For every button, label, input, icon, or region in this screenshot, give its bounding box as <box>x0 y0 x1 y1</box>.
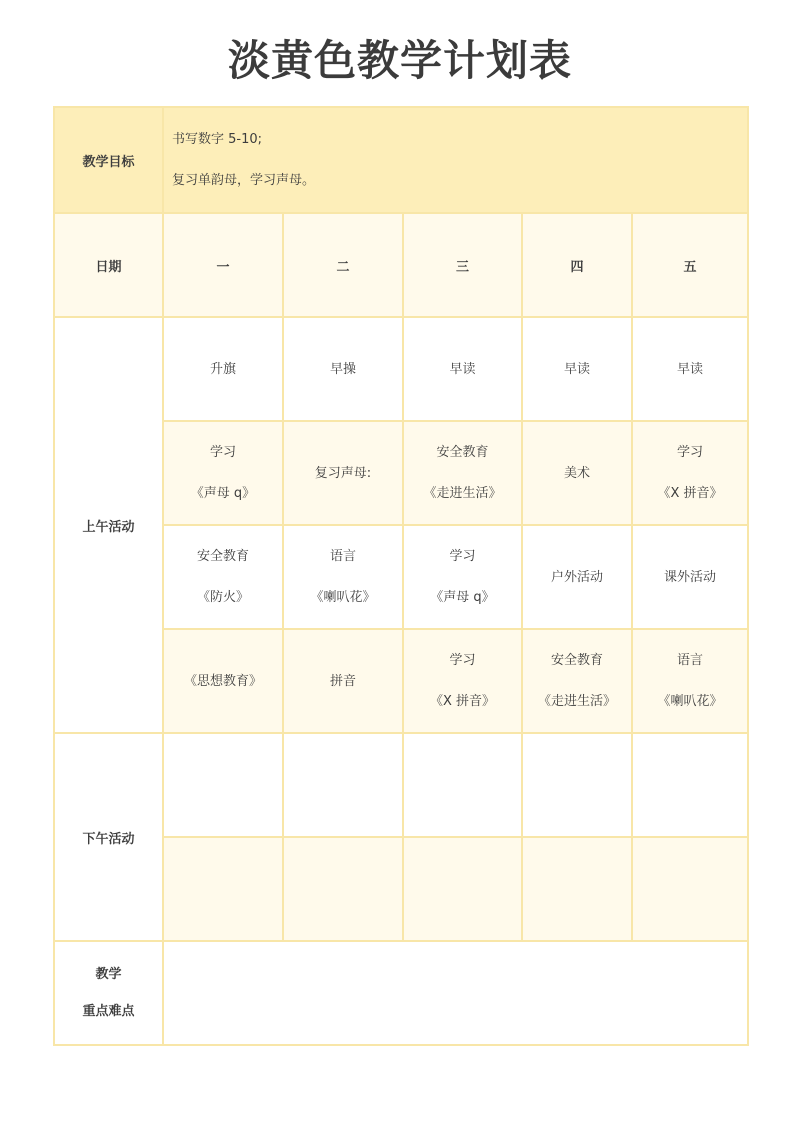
schedule-cell <box>163 317 283 421</box>
schedule-cell <box>632 837 748 941</box>
cell-text: 安全教育 <box>550 653 603 668</box>
cell-text: 复习声母: <box>314 465 372 481</box>
afternoon-row-1 <box>54 733 748 837</box>
schedule-cell <box>403 837 522 941</box>
schedule-cell <box>403 525 522 629</box>
schedule-cell <box>163 733 283 837</box>
cell-text: 语言 <box>329 549 356 564</box>
schedule-cell <box>522 317 632 421</box>
schedule-cell <box>522 733 632 837</box>
cell-text: 美术 <box>563 465 590 481</box>
day-header-1: 一 <box>163 213 283 317</box>
schedule-cell <box>163 837 283 941</box>
cell-text: 拼音 <box>329 673 356 689</box>
schedule-cell <box>522 421 632 525</box>
cell-text: 学习 <box>449 653 476 668</box>
key-points-content <box>163 941 748 1045</box>
cell-text: 学习 <box>677 445 704 460</box>
schedule-cell <box>163 421 283 525</box>
cell-text: 学习 <box>449 549 476 564</box>
schedule-cell <box>632 629 748 733</box>
teaching-plan-table <box>53 106 749 1046</box>
schedule-cell <box>522 629 632 733</box>
cell-text: 早操 <box>329 361 356 377</box>
cell-text: 安全教育 <box>436 445 489 460</box>
schedule-cell <box>163 629 283 733</box>
goal-label: 教学目标 <box>54 107 163 213</box>
date-label: 日期 <box>54 213 163 317</box>
schedule-cell <box>403 733 522 837</box>
schedule-cell <box>283 629 403 733</box>
cell-text: 早读 <box>449 361 476 377</box>
afternoon-label: 下午活动 <box>54 733 163 941</box>
goal-content <box>163 107 748 213</box>
cell-text: 户外活动 <box>550 569 603 585</box>
cell-text: 升旗 <box>209 361 236 377</box>
key-points-label-line-2: 重点难点 <box>82 1004 135 1019</box>
cell-text: 早读 <box>563 361 590 377</box>
date-header-row <box>54 213 748 317</box>
key-points-label-line-1: 教学 <box>95 967 122 982</box>
cell-text: 《声母 q》 <box>430 590 495 605</box>
schedule-cell <box>632 733 748 837</box>
schedule-cell <box>632 317 748 421</box>
cell-text: 学习 <box>209 445 236 460</box>
schedule-cell <box>283 317 403 421</box>
cell-text: 《喇叭花》 <box>657 694 723 709</box>
page-title: 淡黄色教学计划表 <box>227 36 572 85</box>
morning-label: 上午活动 <box>54 317 163 733</box>
cell-text: 《思想教育》 <box>183 673 262 689</box>
cell-text: 《防火》 <box>196 590 249 605</box>
schedule-cell <box>632 525 748 629</box>
key-points-label <box>54 941 163 1045</box>
schedule-cell <box>522 525 632 629</box>
schedule-cell <box>403 629 522 733</box>
schedule-cell <box>163 525 283 629</box>
schedule-cell <box>283 525 403 629</box>
key-points-row <box>54 941 748 1045</box>
schedule-cell <box>283 837 403 941</box>
cell-text: 《X 拼音》 <box>657 486 723 501</box>
cell-text: 《喇叭花》 <box>310 590 376 605</box>
goal-row <box>54 107 748 213</box>
day-header-4: 四 <box>522 213 632 317</box>
cell-text: 早读 <box>677 361 704 377</box>
schedule-cell <box>403 421 522 525</box>
cell-text: 《走进生活》 <box>537 694 616 709</box>
schedule-cell <box>522 837 632 941</box>
day-header-2: 二 <box>283 213 403 317</box>
cell-text: 《X 拼音》 <box>429 694 496 709</box>
schedule-cell <box>283 733 403 837</box>
schedule-cell <box>283 421 403 525</box>
schedule-cell <box>403 317 522 421</box>
cell-text: 语言 <box>677 653 704 668</box>
schedule-cell <box>632 421 748 525</box>
cell-text: 《走进生活》 <box>423 486 502 501</box>
day-header-3: 三 <box>403 213 522 317</box>
goal-line-2: 复习单韵母，学习声母。 <box>172 173 316 188</box>
goal-line-1: 书写数字 5-10; <box>172 132 263 147</box>
morning-row-1 <box>54 317 748 421</box>
cell-text: 安全教育 <box>196 549 249 564</box>
cell-text: 《声母 q》 <box>190 486 256 501</box>
day-header-5: 五 <box>632 213 748 317</box>
cell-text: 课外活动 <box>664 569 717 585</box>
